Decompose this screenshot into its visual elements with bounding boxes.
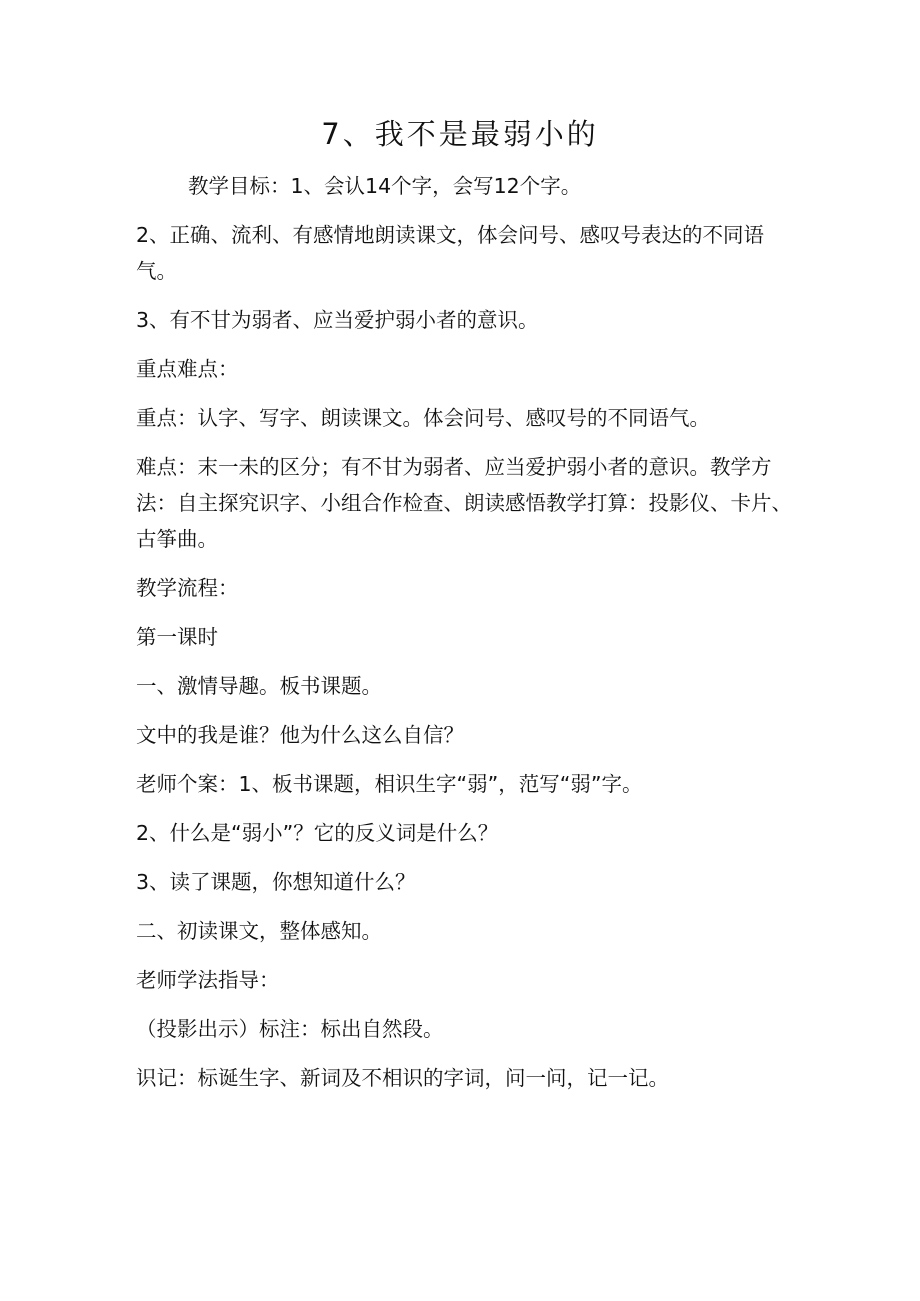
- paragraph-plan-3: 3、读了课题，你想知道什么？: [136, 870, 416, 894]
- paragraph-guidance-heading: 老师学法指导：: [136, 968, 280, 992]
- paragraph-memorize: 识记：标诞生字、新词及不相识的字词，问一问，记一记。: [136, 1066, 669, 1090]
- paragraph-question: 文中的我是谁？他为什么这么自信？: [136, 723, 464, 747]
- paragraph-step-2: 二、初读课文，整体感知。: [136, 919, 382, 943]
- paragraph-step-1: 一、激情导趣。板书课题。: [136, 674, 382, 698]
- paragraph-first-lesson: 第一课时: [136, 625, 218, 649]
- paragraph-teaching-goal-2: 2、正确、流利、有感情地朗读课文，体会问号、感叹号表达的不同语气。: [136, 223, 765, 283]
- paragraph-teacher-plan: 老师个案：1、板书课题，相识生字“弱”，范写“弱”字。: [136, 772, 643, 796]
- paragraph-teaching-goal-3: 3、有不甘为弱者、应当爱护弱小者的意识。: [136, 308, 539, 332]
- document-body: [136, 168, 796, 1109]
- document-title: 7、我不是最弱小的: [321, 117, 599, 151]
- paragraph-plan-2: 2、什么是“弱小”？它的反义词是什么？: [136, 821, 499, 845]
- paragraph-difficulties-methods: 难点：末一未的区分；有不甘为弱者、应当爱护弱小者的意识。教学方法：自主探究识字、小组合作检查、朗读感悟教学打算：投影仪、卡片、古筝曲。: [136, 455, 792, 551]
- paragraph-key-points-heading: 重点难点：: [136, 357, 239, 381]
- paragraph-projection: （投影出示）标注：标出自然段。: [136, 1017, 444, 1041]
- paragraph-process-heading: 教学流程：: [136, 576, 239, 600]
- paragraph-key-points: 重点：认字、写字、朗读课文。体会问号、感叹号的不同语气。: [136, 406, 710, 430]
- paragraph-teaching-goal-1: 教学目标：1、会认14个字，会写12个字。: [188, 174, 582, 198]
